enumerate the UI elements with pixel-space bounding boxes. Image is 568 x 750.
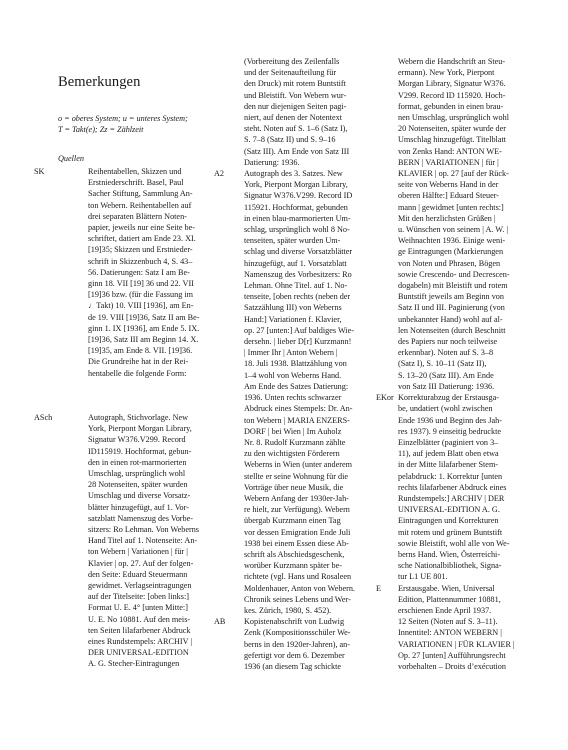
text-line: A. G. Stecher-Eintragungen [88,659,180,669]
text-line: Buntstift jeweils am Beginn von [398,292,504,302]
source-siglum: EKor [376,393,394,403]
text-line: tur L1 UE 801. [398,572,448,582]
text-line: sowie Crescendo- und Decrescen- [398,269,510,279]
text-line: Lehman. Ohne Titel. auf 1. No- [244,281,348,291]
text-line: in der Mitte lilafarbener Stem- [398,460,499,470]
text-line: vorbehalten – Droits d’exécution [398,661,506,671]
text-line: op. 27 [unten:] Auf baldiges Wie- [244,325,355,335]
text-line: erkennbar). Noten auf S. 3–8 [398,348,494,358]
text-line: York, Pierpont Morgan Library, [88,424,192,434]
text-line: Namenszug des Vorbesitzers: Ro [244,269,352,279]
text-line: Sacher Stiftung, Sammlung An- [88,189,193,199]
text-line: den in einen rot-marmorierten [88,457,187,467]
text-line: von Zenks Hand: ANTON WE- [398,146,502,156]
text-line: niert, auf denen der Notentext [244,113,342,123]
text-line: gewidmet. Verlagseintragungen [88,581,192,591]
text-line: ginn 18. VII [19] 36 und 22. VII [88,279,194,289]
text-line: Erstniederschrift. Basel, Paul [88,178,184,188]
text-line: nen Umschlag, ursprünglich wohl [398,113,509,123]
text-line: U. E. No 10881. Auf den meis- [88,614,191,624]
source-entry [244,56,382,168]
text-line: schlag und diverse Vorsatzblätter [244,247,353,257]
text-line: mann | gewidmet [unten rechts:] [398,202,504,212]
source-siglum: E [376,583,382,593]
text-line: 20 Notenseiten, später wurde der [398,124,506,134]
text-line: Vorträge über neue Musik, die [244,482,344,492]
abbreviations [58,113,188,135]
text-line: Moldenhauer, Anton von Webern. [244,583,355,593]
text-line: Ende 1936 und Beginn des Jah- [398,415,502,425]
text-line: vor dessen Emigration Ende Juli [244,527,351,537]
source-entry [398,56,516,392]
text-line: ten Seiten lilafarbener Abdruck [88,625,191,635]
text-line: u. Wünschen von seinem | A. W. | [398,225,509,235]
text-line: Umschlag hinzugefügt. Titelblatt [398,135,507,145]
text-line: eines Rundstempels: ARCHIV | [88,637,193,647]
text-line: KLAVIER | op. 27 [auf der Rück- [398,169,509,179]
source-siglum: AB [214,617,226,627]
text-line: 18. Juli 1938. Blattzählung von [244,359,347,369]
text-line: kes. Zürich, 1980, S. 452). [244,605,332,615]
text-line: Datierung: 1936. [244,157,300,167]
text-line: schrift in Skizzenbuch 4, S. 43– [88,256,193,266]
source-entry [376,583,516,673]
text-line: worüber Kurzmann später be- [244,561,342,571]
text-line: be, undatiert (wohl zwischen [398,404,493,414]
text-line: Die Grundreihe hat in der Rei- [88,357,189,367]
text-line: ermann). New York, Pierpont [398,68,495,78]
source-entry [34,166,220,379]
text-line: BERN | VARIATIONEN | für | [398,157,499,167]
text-line: ginn 1. IX [1936], am Ende 5. IX. [88,323,200,333]
text-line: pelabdruck: 1. Korrektur [unten [398,471,503,481]
text-line: Mit den herzlichsten Grüßen | [398,213,496,223]
text-line: 56. Datierungen: Satz I am Be- [88,267,190,277]
text-line: tenseite, [oben rechts (neben der [244,292,351,302]
source-entry [34,412,220,670]
text-line: Signatur W376.V299. Record [88,435,186,445]
text-line: des Papiers nur noch teilweise [398,337,498,347]
text-line: S. 7–8 (Satz II) und S. 9–16 [244,135,336,145]
text-line: 1936 (an diesem Tag schickte [244,661,342,671]
text-line: Einzelblätter (paginiert von 3– [398,437,499,447]
abbreviation-line: T = Takt(e); Zz = Zählzeit [58,125,144,135]
text-line: richtete (vgl. Hans und Rosaleen [244,572,352,582]
source-siglum: A2 [214,169,225,179]
text-line: erschienen Ende April 1937. [398,605,492,615]
text-line: Edition, Plattennummer 10881, [398,594,501,604]
text-line: Webern Anfang der 1930er-Jah- [244,493,349,503]
text-line: [19]36 bzw. (für die Fassung im [88,290,193,300]
text-line: Erstausgabe. Wien, Universal [398,583,495,593]
text-line: den Seite: Eduard Steuermann [88,569,188,579]
text-line: übergab Kurzmann einen Tag [244,516,341,526]
text-line: hentabelle die folgende Form: [88,368,187,378]
text-line: Hand Titel auf 1. Notenseite: An- [88,536,198,546]
text-line: schriftet, datiert am Ende 23. XI. [88,234,196,244]
text-line: steht. Noten auf S. 1–6 (Satz I), [244,124,348,134]
text-line: von Satz III Datierung: 1936. [398,381,495,391]
text-line: 12 Seiten (Noten auf S. 3–11). [398,617,498,627]
text-line: in einen blau-marmorierten Um- [244,213,351,223]
source-entry [376,392,516,582]
text-line: ton Webern | Variationen | für | [88,547,188,557]
text-line: Op. 27 [unten] Aufführungsrecht [398,650,506,660]
text-line: DER UNIVERSAL-EDITION [88,648,189,658]
text-line: UNIVERSAL-EDITION A. G. [398,505,500,515]
text-line: Rundstempels:] ARCHIV | DER [398,493,505,503]
text-line: ton Webern. Reihentabellen auf [88,200,192,210]
text-line: stellte er seine Wohnung für die [244,471,349,481]
text-line: den nur diejenigen Seiten pagi- [244,101,347,111]
text-line: und der Seitenaufteilung für [244,68,337,78]
text-line: drei separaten Blättern Noten- [88,211,187,221]
text-line: 11), auf jedem Blatt oben etwa [398,449,499,459]
text-line: ♩Takt) 10. VIII [1936], am En- [88,301,194,311]
text-line: dogabeln) mit Bleistift und rotem [398,281,508,291]
text-line: [19]36, Satz III am Beginn 14. X. [88,335,199,345]
text-line: 1–4 wohl von Weberns Hand. [244,370,342,380]
text-line: V299. Record ID 115920. Hoch- [398,90,506,100]
text-line: (Satz III). Am Ende von Satz III [244,146,350,156]
text-line: hinzugefügt, auf 1. Vorsatzblatt [244,258,347,268]
column-1-asch [34,412,220,670]
page-title: Bemerkungen [58,73,141,90]
text-line: Satzzählung III) von Weberns [244,303,342,313]
source-siglum: SK [34,167,45,176]
text-line: zu den wichtigsten Förderern [244,449,340,459]
text-line: Chronik seines Lebens und Wer- [244,594,351,604]
text-line: Eintragungen und Korrekturen [398,516,499,526]
abbreviation-line: o = oberes System; u = unteres System; [58,114,188,123]
source-siglum: ASch [34,413,53,422]
text-line: Weihnachten 1936. Einige weni- [398,236,506,246]
column-2 [214,56,382,672]
text-line: Zenk (Kompositionsschüler We- [244,628,351,638]
text-line: Umschlag, ursprünglich wohl [88,469,186,479]
text-line: res 1937). 9 einseitig bedruckte [398,426,501,436]
text-line: [19]35, am Ende 8. VII. [19]36. [88,346,193,356]
text-line: Innentitel: ANTON WEBERN | [398,628,502,638]
text-line: satzblatt Namenszug des Vorbe- [88,513,193,523]
text-line: den Druck) mit rotem Buntstift [244,79,346,89]
text-line: DORF | bei Wien | Im Auholz [244,426,342,436]
text-line: (Vorbereitung des Zeilenfalls [244,57,340,66]
text-line: Nr. 8. Rudolf Kurzmann zählte [244,437,346,447]
text-line: mit rotem und grünem Buntstift [398,527,503,537]
text-line: Am Ende des Satzes Datierung: [244,381,349,391]
text-line: Kopistenabschrift von Ludwig [244,617,345,627]
text-line: re hielt, zur Verfügung). Webern [244,505,350,515]
text-line: len Notenseiten (durch Beschnitt [398,325,506,335]
text-line: sowie Bleistift, wohl alle von We- [398,538,510,548]
text-line: Hand:] Variationen f. Klavier, [244,314,342,324]
text-line: papier, jeweils nur eine Seite be- [88,223,195,233]
text-line: VARIATIONEN | FÜR KLAVIER | [398,639,515,649]
text-line: York, Pierpont Morgan Library, [244,180,348,190]
text-line: Autograph, Stichvorlage. New [88,413,189,422]
text-line: rechts lilafarbener Abdruck eines [398,482,507,492]
text-line: sche Nationalbibliothek, Signa- [398,561,502,571]
text-line: tenseiten, später wurden Um- [244,236,341,246]
text-line: auf der Titelseite: [oben links:] [88,592,189,602]
text-line: Abdruck eines Stempels: Dr. An- [244,404,353,414]
text-line: ton Webern | MARIA ENZERS- [244,415,350,425]
source-entry [214,616,382,672]
text-line: [19]35; Skizzen und Erstnieder- [88,245,193,255]
text-line: Format U. E. 4° [unten Mitte:] [88,603,188,613]
text-line: Korrekturabzug der Erstausga- [398,393,499,403]
text-line: | Immer Ihr | Anton Webern | [244,348,338,358]
text-line: berns Hand. Wien, Österreichi- [398,549,501,559]
text-line: berns in den 1920er-Jahren), an- [244,639,351,649]
source-entry [214,168,382,616]
text-line: 115921. Hochformat, gebunden [244,202,348,212]
text-line: seite von Weberns Hand in der [398,180,499,190]
text-line: unbekannter Hand) wohl auf al- [398,314,503,324]
text-line: ID115919. Hochformat, gebun- [88,446,192,456]
text-line: ge Eintragungen (Markierungen [398,247,504,257]
text-line: format, gebunden in einen brau- [398,101,504,111]
text-line: de 19. VIII [19]36, Satz II am Be- [88,312,200,322]
text-line: Autograph des 3. Satzes. New [244,169,343,179]
text-line: S. 13–20 (Satz III). Am Ende [398,370,494,380]
text-line: 28 Notenseiten, später wurden [88,480,188,490]
text-line: und Bleistift. Von Webern wur- [244,90,347,100]
text-line: Webern die Handschrift an Steu- [398,57,506,66]
text-line: blätter hinzugefügt, auf 1. Vor- [88,502,189,512]
text-line: schlag, ursprünglich wohl 8 No- [244,225,350,235]
text-line: von Noten und Phrasen, Bögen [398,258,501,268]
text-line: Satz II und III. Paginierung (von [398,303,505,313]
sources-heading: Quellen [58,154,84,163]
text-line: Morgan Library, Signatur W376. [398,79,506,89]
text-line: dersehn. | lieber D[r] Kurzmann! [244,337,352,347]
text-line: schrift als Abschiedsgeschenk, [244,549,345,559]
column-1-sk [34,166,220,379]
text-line: Klavier | op. 27. Auf der folgen- [88,558,194,568]
text-line: gefertigt vor dem 6. Dezember [244,650,345,660]
column-3 [376,56,516,672]
text-line: sitzers: Ro Lehman. Von Weberns [88,525,199,535]
text-line: (Satz I), S. 10–11 (Satz II), [398,359,487,369]
text-line: Umschlag und diverse Vorsatz- [88,491,191,501]
text-line: 1936. Unten rechts schwarzer [244,393,342,403]
text-line: Signatur W376.V299. Record ID [244,191,353,201]
text-line: Reihentabellen, Skizzen und [88,167,182,176]
text-line: Weberns in Wien (unter anderem [244,460,352,470]
text-line: oberen Hälfte:] Eduard Steuer- [398,191,499,201]
text-line: 1938 bei einem Essen diese Ab- [244,538,349,548]
